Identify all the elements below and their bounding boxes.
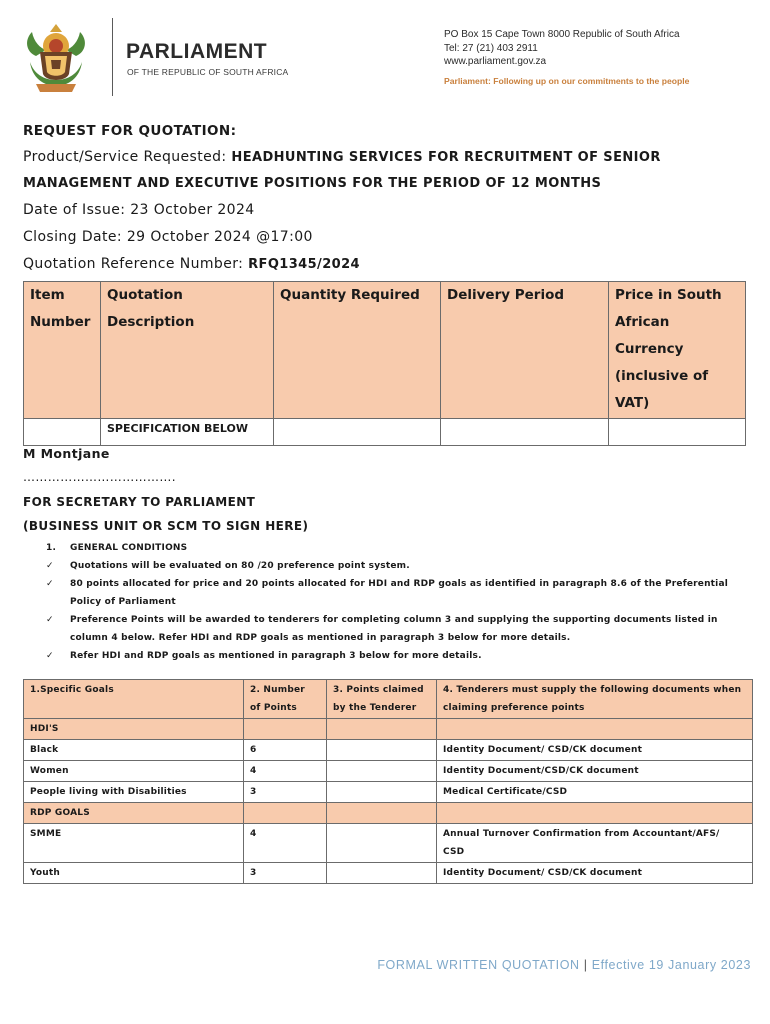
cell-delivery[interactable]	[441, 419, 609, 446]
table-row: SMME 4 Annual Turnover Confirmation from Accountant/AFS/ CSD	[24, 824, 753, 863]
table-row: Black 6 Identity Document/ CSD/CK document	[24, 740, 753, 761]
tagline: Parliament: Following up on our commitments to the people	[444, 76, 690, 86]
letterhead-divider	[112, 18, 113, 96]
cell-description: SPECIFICATION BELOW	[101, 419, 274, 446]
check-icon: ✓	[46, 615, 54, 625]
signatory-name: M Montjane	[23, 446, 110, 461]
table-row: Youth 3 Identity Document/ CSD/CK document	[24, 863, 753, 884]
points-claimed-cell[interactable]	[327, 863, 437, 884]
quote-table-header	[24, 282, 746, 419]
table-row	[24, 419, 746, 446]
cell-item-number[interactable]	[24, 419, 101, 446]
footer-effective-date: Effective 19 January 2023	[591, 958, 751, 972]
contact-block	[444, 28, 680, 69]
rfq-heading: REQUEST FOR QUOTATION:	[23, 123, 237, 139]
header-number-of-points: 2. Number of Points	[244, 680, 327, 719]
points-claimed-cell[interactable]	[327, 824, 437, 863]
parliament-name: PARLIAMENT	[126, 40, 268, 63]
product-line	[23, 149, 661, 165]
header-price: Price in South African Currency (inclusive of VAT)	[609, 282, 746, 419]
issue-date: Date of Issue: 23 October 2024	[23, 202, 255, 218]
conditions-number: 1.	[46, 543, 57, 553]
sign-here-note: (BUSINESS UNIT OR SCM TO SIGN HERE)	[23, 519, 309, 533]
hdi-label: HDI'S	[24, 719, 244, 740]
header-delivery-period: Delivery Period	[441, 282, 609, 419]
closing-date: Closing Date: 29 October 2024 @17:00	[23, 229, 313, 245]
signature-dots: ……………………………….	[23, 470, 177, 484]
conditions-title: GENERAL CONDITIONS	[70, 543, 188, 553]
header-documents: 4. Tenderers must supply the following documents when claiming preference points	[437, 680, 753, 719]
header-quotation-description: Quotation Description	[101, 282, 274, 419]
table-row: Women 4 Identity Document/CSD/CK document	[24, 761, 753, 782]
reference-value: RFQ1345/2024	[248, 257, 360, 272]
header-points-claimed: 3. Points claimed by the Tenderer	[327, 680, 437, 719]
product-value-cont: MANAGEMENT AND EXECUTIVE POSITIONS FOR THE PERIOD OF 12 MONTHS	[23, 176, 602, 191]
points-claimed-cell[interactable]	[327, 782, 437, 803]
goals-table-header	[24, 680, 753, 719]
cell-quantity[interactable]	[274, 419, 441, 446]
header-item-number: Item Number	[24, 282, 101, 419]
contact-web[interactable]: www.parliament.gov.za	[444, 56, 547, 67]
coat-of-arms-icon	[22, 22, 90, 94]
rdp-label: RDP GOALS	[24, 803, 244, 824]
for-secretary: FOR SECRETARY TO PARLIAMENT	[23, 495, 256, 509]
footer-separator: |	[583, 958, 588, 972]
table-row: People living with Disabilities 3 Medical Certificate/CSD	[24, 782, 753, 803]
quote-table	[23, 281, 746, 446]
section-row-hdi	[24, 719, 753, 740]
footer	[377, 958, 751, 972]
reference-label: Quotation Reference Number:	[23, 256, 244, 272]
letterhead	[22, 18, 752, 98]
points-claimed-cell[interactable]	[327, 740, 437, 761]
section-row-rdp	[24, 803, 753, 824]
goals-table	[23, 679, 753, 884]
check-icon: ✓	[46, 651, 54, 661]
cell-price[interactable]	[609, 419, 746, 446]
header-specific-goals: 1.Specific Goals	[24, 680, 244, 719]
check-icon: ✓	[46, 561, 54, 571]
header-quantity-required: Quantity Required	[274, 282, 441, 419]
reference-line	[23, 256, 360, 272]
footer-title: FORMAL WRITTEN QUOTATION	[377, 958, 580, 972]
contact-tel: Tel: 27 (21) 403 2911	[444, 42, 538, 54]
product-label: Product/Service Requested:	[23, 149, 227, 165]
product-value: HEADHUNTING SERVICES FOR RECRUITMENT OF SENIOR	[231, 150, 661, 165]
check-icon: ✓	[46, 579, 54, 589]
points-claimed-cell[interactable]	[327, 761, 437, 782]
parliament-subtitle: OF THE REPUBLIC OF SOUTH AFRICA	[127, 67, 289, 77]
contact-address: PO Box 15 Cape Town 8000 Republic of South Africa	[444, 29, 680, 40]
